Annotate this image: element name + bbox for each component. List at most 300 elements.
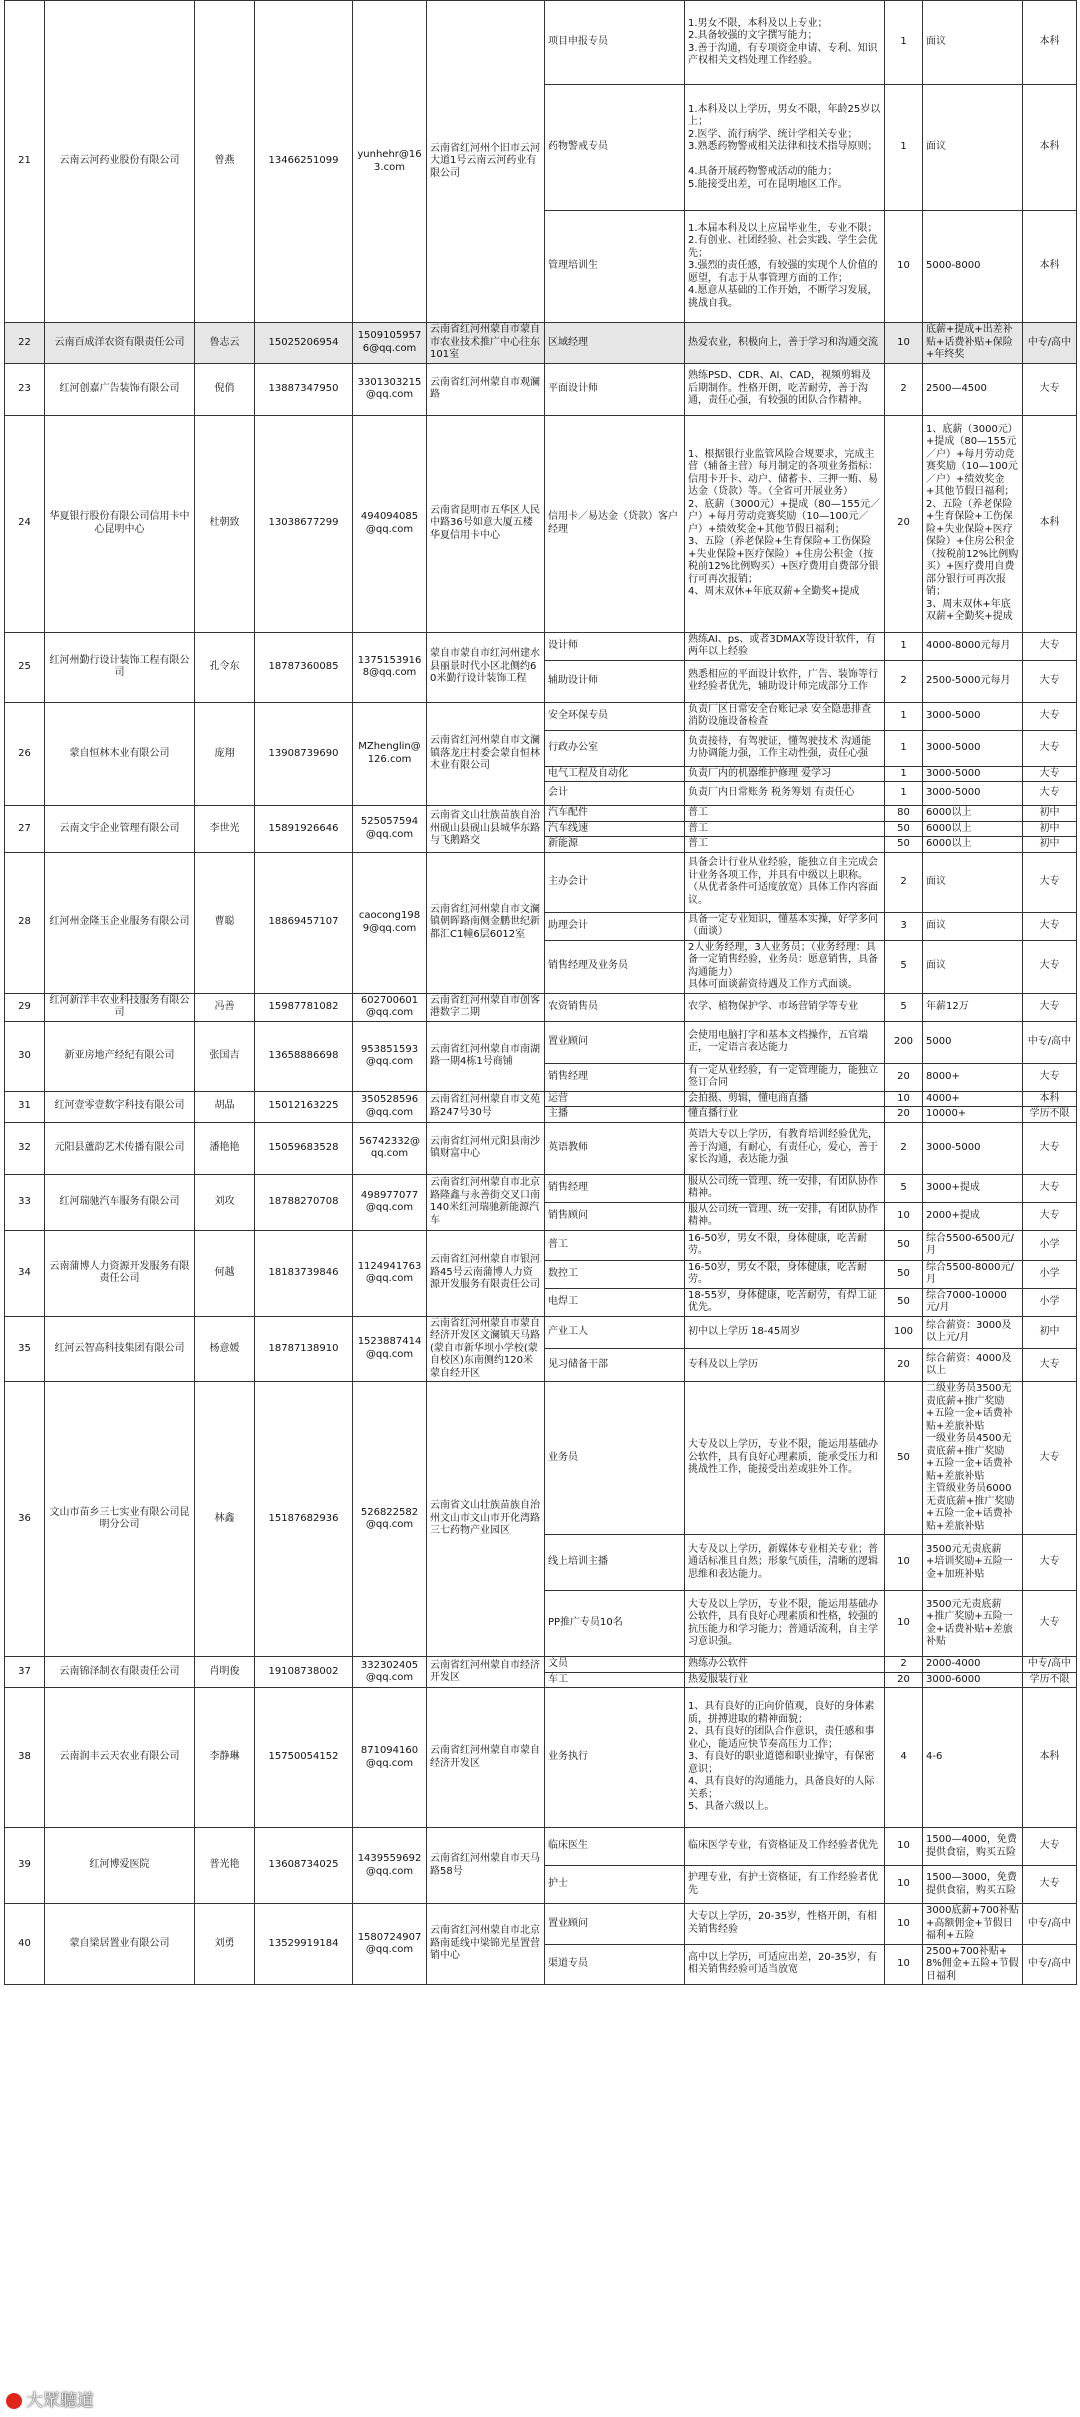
job-salary: 3000-5000 xyxy=(923,1122,1023,1174)
table-row xyxy=(5,1122,1077,1174)
job-education: 中专/高中 xyxy=(1023,1021,1077,1063)
job-headcount: 1 xyxy=(885,1,923,85)
job-salary: 6000以上 xyxy=(923,806,1023,822)
contact-phone: 15891926646 xyxy=(255,806,353,853)
company-address: 云南省红河州蒙自市北京路南延线中梁锦光星置营销中心 xyxy=(427,1904,545,1985)
job-salary: 3500元无责底薪+推广奖励+五险一金+话费补贴+差旅补贴 xyxy=(923,1591,1023,1657)
job-education: 本科 xyxy=(1023,85,1077,211)
company-name: 红河博爱医院 xyxy=(45,1828,195,1904)
job-requirements: 熟练PSD、CDR、AI、CAD，视频剪辑及后期制作。性格开朗，吃苦耐劳，善于沟通，责任心强，有较强的团队合作精神。 xyxy=(685,363,885,415)
job-title: 数控工 xyxy=(545,1260,685,1288)
company-name: 红河创嘉广告装饰有限公司 xyxy=(45,363,195,415)
contact-phone: 15187682936 xyxy=(255,1382,353,1657)
contact-phone: 15987781082 xyxy=(255,993,353,1021)
job-education: 学历不限 xyxy=(1023,1672,1077,1688)
company-address: 云南省红河州蒙自市蒙自市农业技术推广中心往东101室 xyxy=(427,323,545,364)
job-requirements: 懂直播行业 xyxy=(685,1107,885,1123)
job-headcount: 1 xyxy=(885,782,923,806)
job-requirements: 高中以上学历，可适应出差，20-35岁，有相关销售经验可适当放宽 xyxy=(685,1944,885,1985)
job-requirements: 16-50岁，男女不限，身体健康，吃苦耐劳。 xyxy=(685,1260,885,1288)
job-salary: 年薪12万 xyxy=(923,993,1023,1021)
company-name: 云南润丰云天农业有限公司 xyxy=(45,1688,195,1828)
company-address: 云南省红河州蒙自市文苑路247号30号 xyxy=(427,1091,545,1122)
contact-email: 332302405@qq.com xyxy=(353,1657,427,1688)
job-headcount: 1 xyxy=(885,702,923,730)
company-address: 云南省红河州元阳县南沙镇财富中心 xyxy=(427,1122,545,1174)
job-education: 大专 xyxy=(1023,1202,1077,1230)
job-title: 信用卡／易达金（贷款）客户经理 xyxy=(545,415,685,632)
contact-email: 13751539168@qq.com xyxy=(353,632,427,702)
row-number: 37 xyxy=(5,1657,45,1688)
table-row xyxy=(5,1904,1077,1945)
job-headcount: 10 xyxy=(885,211,923,323)
job-salary: 5000-8000 xyxy=(923,211,1023,323)
job-salary: 3500元无责底薪+培训奖励+五险一金+加班补贴 xyxy=(923,1535,1023,1591)
job-requirements: 熟练AI、ps、或者3DMAX等设计软件，有两年以上经验 xyxy=(685,632,885,660)
row-number: 26 xyxy=(5,702,45,806)
job-title: PP推广专员10名 xyxy=(545,1591,685,1657)
job-title: 行政办公室 xyxy=(545,730,685,766)
job-requirements: 农学、植物保护学、市场营销学等专业 xyxy=(685,993,885,1021)
company-address: 云南省红河州蒙自市创客港数字二期 xyxy=(427,993,545,1021)
contact-person: 刘勇 xyxy=(195,1904,255,1985)
company-name: 红河新洋丰农业科技服务有限公司 xyxy=(45,993,195,1021)
table-row xyxy=(5,1657,1077,1673)
contact-person: 杜朝致 xyxy=(195,415,255,632)
row-number: 32 xyxy=(5,1122,45,1174)
job-education: 学历不限 xyxy=(1023,1107,1077,1123)
contact-email: 3301303215@qq.com xyxy=(353,363,427,415)
job-education: 本科 xyxy=(1023,211,1077,323)
job-education: 大专 xyxy=(1023,852,1077,912)
company-address: 云南省昆明市五华区人民中路36号如意大厦五楼华夏信用卡中心 xyxy=(427,415,545,632)
job-title: 产业工人 xyxy=(545,1316,685,1349)
company-name: 云南蒲博人力资源开发服务有限责任公司 xyxy=(45,1230,195,1316)
job-headcount: 2 xyxy=(885,852,923,912)
row-number: 25 xyxy=(5,632,45,702)
job-salary: 3000-5000 xyxy=(923,730,1023,766)
job-education: 大专 xyxy=(1023,1122,1077,1174)
job-education: 大专 xyxy=(1023,1866,1077,1904)
job-requirements: 大专及以上学历，专业不限，能运用基础办公软件，具有良好心理素质和性格，较强的抗压能力和学习能力；普通话流利，自主学习意识强。 xyxy=(685,1591,885,1657)
company-address: 云南省红河州蒙自市银河路45号云南蒲博人力资源开发服务有限责任公司 xyxy=(427,1230,545,1316)
company-address: 云南省红河州蒙自市文澜镇落龙庄村委会蒙自恒林木业有限公司 xyxy=(427,702,545,806)
job-headcount: 100 xyxy=(885,1316,923,1349)
company-name: 文山市苗乡三七实业有限公司昆明分公司 xyxy=(45,1382,195,1657)
job-headcount: 200 xyxy=(885,1021,923,1063)
job-title: 文员 xyxy=(545,1657,685,1673)
contact-email: 1124941763@qq.com xyxy=(353,1230,427,1316)
job-salary: 1、底薪（3000元）+提成（80—155元／户）+每月劳动竞赛奖励（10—100元／户）+绩效奖金+其他节假日福利； 2、五险（养老保险+生育保险+工伤保险+失业保险+医疗保险）+住房公积金（按税前12%比例购买）+医疗费用自费部分银行可再次报销； 3、周末双休+年底双薪+全勤奖+提成 xyxy=(923,415,1023,632)
row-number: 33 xyxy=(5,1174,45,1230)
job-headcount: 10 xyxy=(885,1091,923,1107)
job-salary: 3000+提成 xyxy=(923,1174,1023,1202)
job-headcount: 50 xyxy=(885,837,923,853)
job-title: 普工 xyxy=(545,1230,685,1260)
job-headcount: 10 xyxy=(885,1202,923,1230)
job-headcount: 2 xyxy=(885,1657,923,1673)
contact-email: 1580724907@qq.com xyxy=(353,1904,427,1985)
contact-phone: 18787138910 xyxy=(255,1316,353,1382)
company-name: 华夏银行股份有限公司信用卡中心昆明中心 xyxy=(45,415,195,632)
job-requirements: 普工 xyxy=(685,837,885,853)
contact-phone: 13608734025 xyxy=(255,1828,353,1904)
contact-person: 李世光 xyxy=(195,806,255,853)
job-salary: 4-6 xyxy=(923,1688,1023,1828)
job-education: 大专 xyxy=(1023,1063,1077,1091)
job-title: 电气工程及自动化 xyxy=(545,766,685,782)
job-title: 汽车配件 xyxy=(545,806,685,822)
job-title: 主办会计 xyxy=(545,852,685,912)
job-headcount: 10 xyxy=(885,1535,923,1591)
job-requirements: 大专及以上学历，专业不限，能运用基础办公软件，具有良好心理素质，能承受压力和挑战性工作，能接受出差或驻外工作。 xyxy=(685,1382,885,1535)
job-title: 新能源 xyxy=(545,837,685,853)
company-name: 红河云智高科技集团有限公司 xyxy=(45,1316,195,1382)
job-headcount: 10 xyxy=(885,1828,923,1866)
job-headcount: 20 xyxy=(885,415,923,632)
company-name: 云南百成洋农资有限责任公司 xyxy=(45,323,195,364)
table-row xyxy=(5,363,1077,415)
job-headcount: 50 xyxy=(885,1230,923,1260)
job-headcount: 10 xyxy=(885,1866,923,1904)
job-title: 置业顾问 xyxy=(545,1021,685,1063)
row-number: 36 xyxy=(5,1382,45,1657)
contact-email: 953851593@qq.com xyxy=(353,1021,427,1091)
table-row xyxy=(5,323,1077,364)
contact-person: 普光艳 xyxy=(195,1828,255,1904)
job-requirements: 大专及以上学历，新媒体专业相关专业；普通话标准且自然；形象气质佳，清晰的逻辑思维和表达能力。 xyxy=(685,1535,885,1591)
company-address: 云南省红河州蒙自市南湖路一期4栋1号商铺 xyxy=(427,1021,545,1091)
job-requirements: 大专以上学历，20-35岁，性格开朗，有相关销售经验 xyxy=(685,1904,885,1945)
job-headcount: 4 xyxy=(885,1688,923,1828)
table-row xyxy=(5,806,1077,822)
contact-phone: 13908739690 xyxy=(255,702,353,806)
job-title: 渠道专员 xyxy=(545,1944,685,1985)
contact-person: 李静琳 xyxy=(195,1688,255,1828)
job-title: 药物警戒专员 xyxy=(545,85,685,211)
job-education: 大专 xyxy=(1023,363,1077,415)
company-address: 蒙自市蒙自市红河州建水县丽景时代小区北侧约60米勤行设计装饰工程 xyxy=(427,632,545,702)
job-headcount: 1 xyxy=(885,632,923,660)
contact-email: MZhenglin@126.com xyxy=(353,702,427,806)
contact-person: 林鑫 xyxy=(195,1382,255,1657)
job-education: 中专/高中 xyxy=(1023,323,1077,364)
contact-email: 1439559692@qq.com xyxy=(353,1828,427,1904)
contact-person: 何越 xyxy=(195,1230,255,1316)
job-education: 大专 xyxy=(1023,1174,1077,1202)
job-education: 本科 xyxy=(1023,1,1077,85)
job-salary: 1500—3000，免费提供食宿，购买五险 xyxy=(923,1866,1023,1904)
contact-phone: 13887347950 xyxy=(255,363,353,415)
contact-phone: 15059683528 xyxy=(255,1122,353,1174)
job-education: 本科 xyxy=(1023,415,1077,632)
company-name: 红河壹零壹数字科技有限公司 xyxy=(45,1091,195,1122)
company-name: 红河州金隆玉企业服务有限公司 xyxy=(45,852,195,993)
job-salary: 面议 xyxy=(923,852,1023,912)
job-salary: 面议 xyxy=(923,85,1023,211)
job-headcount: 5 xyxy=(885,1174,923,1202)
contact-person: 刘攻 xyxy=(195,1174,255,1230)
company-address: 云南省红河州蒙自市经济开发区 xyxy=(427,1657,545,1688)
job-title: 平面设计师 xyxy=(545,363,685,415)
row-number: 28 xyxy=(5,852,45,993)
job-headcount: 5 xyxy=(885,940,923,993)
contact-phone: 18788270708 xyxy=(255,1174,353,1230)
job-headcount: 50 xyxy=(885,1260,923,1288)
job-title: 会计 xyxy=(545,782,685,806)
job-requirements: 专科及以上学历 xyxy=(685,1349,885,1382)
job-requirements: 1.男女不限，本科及以上专业； 2.具备较强的文字撰写能力； 3.善于沟通，有专项资金申请、专利、知识产权相关文档处理工作经验。 xyxy=(685,1,885,85)
table-row xyxy=(5,1,1077,85)
contact-person: 潘艳艳 xyxy=(195,1122,255,1174)
job-requirements: 普工 xyxy=(685,806,885,822)
company-address: 云南省红河州蒙自市文澜镇朝晖路南侧金鹏世纪新都汇C1幢6层6012室 xyxy=(427,852,545,993)
job-headcount: 50 xyxy=(885,1382,923,1535)
company-name: 云南云河药业股份有限公司 xyxy=(45,1,195,323)
job-salary: 综合薪资：4000及以上 xyxy=(923,1349,1023,1382)
job-headcount: 2 xyxy=(885,660,923,702)
table-row xyxy=(5,1316,1077,1349)
row-number: 30 xyxy=(5,1021,45,1091)
job-education: 初中 xyxy=(1023,1316,1077,1349)
table-row xyxy=(5,1230,1077,1260)
job-salary: 3000-5000 xyxy=(923,766,1023,782)
job-requirements: 有一定从业经验，有一定管理能力，能独立签订合同 xyxy=(685,1063,885,1091)
job-education: 初中 xyxy=(1023,837,1077,853)
row-number: 35 xyxy=(5,1316,45,1382)
contact-phone: 15012163225 xyxy=(255,1091,353,1122)
job-education: 大专 xyxy=(1023,940,1077,993)
company-address: 云南省红河州蒙自市蒙自经济开发区 xyxy=(427,1688,545,1828)
job-requirements: 2人业务经理，3人业务员；（业务经理：具备一定销售经验，业务员：愿意销售，具备沟通能力） 具体可面谈薪资待遇及工作方式面谈。 xyxy=(685,940,885,993)
contact-person: 鲁志云 xyxy=(195,323,255,364)
table-row xyxy=(5,1828,1077,1866)
row-number: 23 xyxy=(5,363,45,415)
company-name: 红河州勤行设计装饰工程有限公司 xyxy=(45,632,195,702)
contact-phone: 13529919184 xyxy=(255,1904,353,1985)
table-row xyxy=(5,702,1077,730)
job-requirements: 具备会计行业从业经验，能独立自主完成会计业务各项工作，并具有中级以上职称。（从优者条件可适度放宽）具体工作内容面议。 xyxy=(685,852,885,912)
contact-phone: 13038677299 xyxy=(255,415,353,632)
job-title: 主播 xyxy=(545,1107,685,1123)
job-requirements: 护理专业，有护士资格证，有工作经验者优先 xyxy=(685,1866,885,1904)
job-headcount: 20 xyxy=(885,1672,923,1688)
job-education: 大专 xyxy=(1023,1382,1077,1535)
watermark xyxy=(6,2386,94,2411)
contact-phone: 15750054152 xyxy=(255,1688,353,1828)
job-education: 大专 xyxy=(1023,1828,1077,1866)
job-salary: 5000 xyxy=(923,1021,1023,1063)
contact-email: 15091059576@qq.com xyxy=(353,323,427,364)
job-requirements: 普工 xyxy=(685,821,885,837)
job-headcount: 2 xyxy=(885,1122,923,1174)
job-headcount: 20 xyxy=(885,1107,923,1123)
job-requirements: 熟悉相应的平面设计软件，广告、装饰等行业经验者优先，辅助设计师完成部分工作 xyxy=(685,660,885,702)
job-title: 英语教师 xyxy=(545,1122,685,1174)
job-salary: 3000-5000 xyxy=(923,702,1023,730)
job-title: 辅助设计师 xyxy=(545,660,685,702)
job-title: 销售经理及业务员 xyxy=(545,940,685,993)
job-requirements: 熟练办公软件 xyxy=(685,1657,885,1673)
table-row xyxy=(5,852,1077,912)
row-number: 29 xyxy=(5,993,45,1021)
contact-email: yunhehr@163.com xyxy=(353,1,427,323)
job-education: 大专 xyxy=(1023,702,1077,730)
job-salary: 3000-5000 xyxy=(923,782,1023,806)
job-salary: 6000以上 xyxy=(923,821,1023,837)
company-name: 红河瑞驰汽车服务有限公司 xyxy=(45,1174,195,1230)
contact-person: 曾燕 xyxy=(195,1,255,323)
job-title: 电焊工 xyxy=(545,1288,685,1316)
job-title: 见习储备干部 xyxy=(545,1349,685,1382)
contact-email: caocong1989@qq.com xyxy=(353,852,427,993)
contact-email: 350528596@qq.com xyxy=(353,1091,427,1122)
job-education: 小学 xyxy=(1023,1260,1077,1288)
job-title: 汽车线速 xyxy=(545,821,685,837)
contact-person: 肖明俊 xyxy=(195,1657,255,1688)
job-salary: 10000+ xyxy=(923,1107,1023,1123)
job-title: 设计师 xyxy=(545,632,685,660)
contact-person: 庞翔 xyxy=(195,702,255,806)
job-title: 业务执行 xyxy=(545,1688,685,1828)
job-education: 大专 xyxy=(1023,766,1077,782)
job-title: 助理会计 xyxy=(545,912,685,940)
job-requirements: 英语大专以上学历，有教育培训经验优先，善于沟通，有耐心，有责任心，爱心，善于家长沟通，表达能力强 xyxy=(685,1122,885,1174)
job-title: 临床医生 xyxy=(545,1828,685,1866)
job-title: 置业顾问 xyxy=(545,1904,685,1945)
job-title: 安全环保专员 xyxy=(545,702,685,730)
job-requirements: 1、根据银行业监管风险合规要求，完成主营（辅备主营）每月制定的各项业务指标：信用卡开卡、动户、储蓄卡、三押一贿、易达金（贷款）等。（全省可开展业务） 2、底薪（3000元）+提成（80—155元／户）+每月劳动竞赛奖励（10—100元／户）+绩效奖金+其他节假日福利； 3、五险（养老保险+生育保险+工伤保险+失业保险+医疗保险）+住房公积金（按税前12%比例购买）+医疗费用自费部分银行可再次报销； 4、周末双休+年底双薪+全勤奖+提成 xyxy=(685,415,885,632)
job-title: 销售经理 xyxy=(545,1063,685,1091)
job-salary: 2500-5000元每月 xyxy=(923,660,1023,702)
job-education: 小学 xyxy=(1023,1230,1077,1260)
table-row xyxy=(5,1174,1077,1202)
watermark-text: 大眾聽道 xyxy=(26,2391,94,2411)
contact-person: 杨意媛 xyxy=(195,1316,255,1382)
contact-phone: 13658886698 xyxy=(255,1021,353,1091)
job-requirements: 16-50岁，男女不限，身体健康，吃苦耐劳。 xyxy=(685,1230,885,1260)
job-requirements: 临床医学专业，有资格证及工作经验者优先 xyxy=(685,1828,885,1866)
job-title: 线上培训主播 xyxy=(545,1535,685,1591)
job-headcount: 2 xyxy=(885,363,923,415)
table-row xyxy=(5,632,1077,660)
job-requirements: 1.本届本科及以上应届毕业生，专业不限； 2.有创业、社团经验、社会实践、学生会优先； 3.强烈的责任感，有较强的实现个人价值的愿望，有志于从事管理方面的工作； 4.愿意从基础的工作开始，不断学习发展，挑战自我。 xyxy=(685,211,885,323)
contact-phone: 15025206954 xyxy=(255,323,353,364)
contact-phone: 18183739846 xyxy=(255,1230,353,1316)
row-number: 22 xyxy=(5,323,45,364)
contact-email: 525057594@qq.com xyxy=(353,806,427,853)
job-requirements: 具备一定专业知识，懂基本实操，好学多问（面谈） xyxy=(685,912,885,940)
job-salary: 二级业务员3500无责底薪+推广奖励+五险一金+话费补贴+差旅补贴 一级业务员4500无责底薪+推广奖励+五险一金+话费补贴+差旅补贴 主管级业务员6000无责底薪+推广奖励+五险一金+话费补贴+差旅补贴 xyxy=(923,1382,1023,1535)
company-address: 云南省文山壮族苗族自治州文山市文山市开化湾路三七药物产业园区 xyxy=(427,1382,545,1657)
table-row xyxy=(5,415,1077,632)
job-education: 中专/高中 xyxy=(1023,1904,1077,1945)
contact-email: 526822582@qq.com xyxy=(353,1382,427,1657)
job-title: 业务员 xyxy=(545,1382,685,1535)
contact-email: 498977077@qq.com xyxy=(353,1174,427,1230)
job-title: 农资销售员 xyxy=(545,993,685,1021)
contact-email: 871094160@qq.com xyxy=(353,1688,427,1828)
job-education: 小学 xyxy=(1023,1288,1077,1316)
company-address: 云南省红河州蒙自市蒙自经济开发区文澜镇天马路(蒙自市新华坝小学校(蒙自校区)东南侧约120米蒙自经开区 xyxy=(427,1316,545,1382)
row-number: 39 xyxy=(5,1828,45,1904)
job-headcount: 10 xyxy=(885,1944,923,1985)
job-headcount: 20 xyxy=(885,1349,923,1382)
recruitment-table xyxy=(4,0,1077,1985)
company-name: 云南锦泽制衣有限责任公司 xyxy=(45,1657,195,1688)
job-requirements: 服从公司统一管理、统一安排，有团队协作精神。 xyxy=(685,1174,885,1202)
company-address: 云南省红河州蒙自市观澜路 xyxy=(427,363,545,415)
job-education: 大专 xyxy=(1023,1591,1077,1657)
row-number: 27 xyxy=(5,806,45,853)
job-requirements: 服从公司统一管理、统一安排，有团队协作精神。 xyxy=(685,1202,885,1230)
table-row xyxy=(5,1021,1077,1063)
watermark-logo-icon xyxy=(6,2393,22,2409)
job-requirements: 1.本科及以上学历，男女不限，年龄25岁以上； 2.医学、流行病学、统计学相关专业； 3.熟悉药物警戒相关法律和技术指导原则； 4.具备开展药物警戒活动的能力； 5.能接受出差，可在昆明地区工作。 xyxy=(685,85,885,211)
job-education: 大专 xyxy=(1023,993,1077,1021)
contact-phone: 18787360085 xyxy=(255,632,353,702)
row-number: 38 xyxy=(5,1688,45,1828)
row-number: 31 xyxy=(5,1091,45,1122)
job-education: 大专 xyxy=(1023,1535,1077,1591)
job-headcount: 50 xyxy=(885,1288,923,1316)
job-education: 中专/高中 xyxy=(1023,1657,1077,1673)
row-number: 24 xyxy=(5,415,45,632)
contact-person: 曹聪 xyxy=(195,852,255,993)
job-salary: 3000-6000 xyxy=(923,1672,1023,1688)
job-headcount: 1 xyxy=(885,85,923,211)
job-title: 护士 xyxy=(545,1866,685,1904)
contact-email: 56742332@qq.com xyxy=(353,1122,427,1174)
job-headcount: 3 xyxy=(885,912,923,940)
table-row xyxy=(5,1688,1077,1828)
company-address: 云南省红河州个旧市云河大道1号云南云河药业有限公司 xyxy=(427,1,545,323)
job-requirements: 负责厂内的机器维护修理 爱学习 xyxy=(685,766,885,782)
row-number: 21 xyxy=(5,1,45,323)
job-salary: 2000-4000 xyxy=(923,1657,1023,1673)
job-salary: 面议 xyxy=(923,940,1023,993)
job-title: 区域经理 xyxy=(545,323,685,364)
job-requirements: 初中以上学历 18-45周岁 xyxy=(685,1316,885,1349)
contact-person: 张国吉 xyxy=(195,1021,255,1091)
table-row xyxy=(5,1382,1077,1535)
job-headcount: 50 xyxy=(885,821,923,837)
job-salary: 4000+ xyxy=(923,1091,1023,1107)
job-requirements: 负责厂内日常账务 税务筹划 有责任心 xyxy=(685,782,885,806)
job-requirements: 热爱服装行业 xyxy=(685,1672,885,1688)
job-salary: 1500—4000，免费提供食宿，购买五险 xyxy=(923,1828,1023,1866)
job-headcount: 10 xyxy=(885,1904,923,1945)
job-education: 大专 xyxy=(1023,660,1077,702)
table-row xyxy=(5,1091,1077,1107)
job-requirements: 会使用电脑打字和基本文档操作，五官端正，一定语言表达能力 xyxy=(685,1021,885,1063)
job-salary: 6000以上 xyxy=(923,837,1023,853)
job-salary: 面议 xyxy=(923,1,1023,85)
job-salary: 2500+700补贴+8%佣金+五险+节假日福利 xyxy=(923,1944,1023,1985)
job-education: 本科 xyxy=(1023,1091,1077,1107)
company-address: 云南省红河州蒙自市天马路58号 xyxy=(427,1828,545,1904)
job-salary: 2500—4500 xyxy=(923,363,1023,415)
job-headcount: 5 xyxy=(885,993,923,1021)
contact-person: 倪俏 xyxy=(195,363,255,415)
company-name: 新亚房地产经纪有限公司 xyxy=(45,1021,195,1091)
job-title: 销售经理 xyxy=(545,1174,685,1202)
job-title: 运营 xyxy=(545,1091,685,1107)
contact-phone: 13466251099 xyxy=(255,1,353,323)
table-body xyxy=(5,1,1077,1985)
job-education: 初中 xyxy=(1023,806,1077,822)
contact-email: 1523887414@qq.com xyxy=(353,1316,427,1382)
